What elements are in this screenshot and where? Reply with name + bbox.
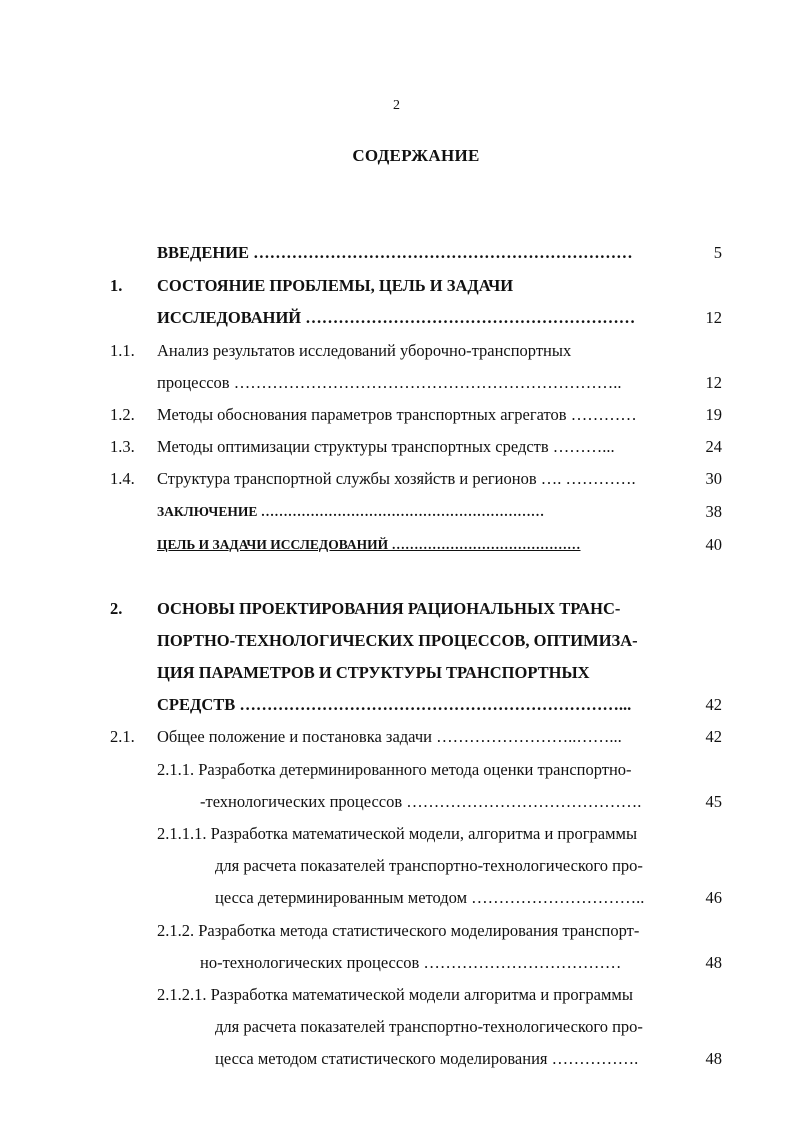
toc-entry-1-3: Методы оптимизации структуры транспортных средств ………... [157, 437, 615, 456]
toc-page: 48 [705, 953, 722, 972]
toc-entry-chapter-1-cont: ИССЛЕДОВАНИЙ …………………………………………………… [157, 308, 636, 327]
toc-entry-1-1: Анализ результатов исследований уборочно-транспортных [157, 341, 572, 360]
toc-entry-chapter-2-cont: ЦИЯ ПАРАМЕТРОВ И СТРУКТУРЫ ТРАНСПОРТНЫХ [157, 663, 590, 682]
toc-number: 1.2. [110, 405, 135, 424]
toc-entry-1-4: Структура транспортной службы хозяйств и регионов …. …………. [157, 469, 636, 488]
toc-entry-chapter-2: ОСНОВЫ ПРОЕКТИРОВАНИЯ РАЦИОНАЛЬНЫХ ТРАНС- [157, 599, 621, 618]
toc-entry-2-1-2: 2.1.2. Разработка метода статистического моделирования транспорт- [157, 921, 640, 940]
toc-entry-2-1-1-1-cont: для расчета показателей транспортно-технологического про- [215, 856, 643, 875]
toc-entry-2-1-2-cont: но-технологических процессов ……………………………… [200, 953, 622, 972]
toc-entry-2-1-1: 2.1.1. Разработка детерминированного метода оценки транспортно- [157, 760, 632, 779]
toc-entry-2-1-1-1-cont: цесса детерминированным методом ………………………….. [215, 888, 645, 907]
toc-entry-1-1-cont: процессов …………………………………………………………….. [157, 373, 622, 392]
toc-page: 5 [713, 243, 722, 262]
toc-page: 12 [705, 373, 722, 392]
toc-page: 45 [705, 792, 722, 811]
toc-page: 42 [705, 695, 722, 714]
toc-page: 19 [705, 405, 722, 424]
toc-page: 30 [705, 469, 722, 488]
toc-number: 1.4. [110, 469, 135, 488]
toc-number: 1.1. [110, 341, 135, 360]
toc-entry-conclusion: ЗАКЛЮЧЕНИЕ ……………………………………………………… [157, 504, 545, 519]
toc-entry-goals: ЦЕЛЬ И ЗАДАЧИ ИССЛЕДОВАНИЙ …………………………………… [157, 537, 581, 552]
toc-entry-introduction: ВВЕДЕНИЕ …………………………………………………………… [157, 243, 633, 262]
page-number: 2 [393, 98, 400, 113]
toc-entry-chapter-1: СОСТОЯНИЕ ПРОБЛЕМЫ, ЦЕЛЬ И ЗАДАЧИ [157, 276, 514, 295]
toc-page: 48 [705, 1049, 722, 1068]
page-title: СОДЕРЖАНИЕ [352, 146, 480, 165]
toc-entry-2-1-1-cont: -технологических процессов ……………………………………. [200, 792, 642, 811]
toc-page: 24 [705, 437, 722, 456]
toc-entry-2-1-2-1-cont: для расчета показателей транспортно-технологического про- [215, 1017, 643, 1036]
toc-entry-chapter-2-cont: ПОРТНО-ТЕХНОЛОГИЧЕСКИХ ПРОЦЕССОВ, ОПТИМИЗА- [157, 631, 638, 650]
toc-page: 46 [705, 888, 722, 907]
toc-number: 1.3. [110, 437, 135, 456]
toc-page: 42 [705, 727, 722, 746]
toc-page: 38 [705, 502, 722, 521]
toc-number: 2. [110, 599, 123, 618]
toc-entry-2-1-1-1: 2.1.1.1. Разработка математической модели, алгоритма и программы [157, 824, 638, 843]
toc-entry-1-2: Методы обоснования параметров транспортных агрегатов ………… [157, 405, 637, 424]
toc-entry-chapter-2-cont: СРЕДСТВ ……………………………………………………………... [157, 695, 632, 714]
toc-number: 2.1. [110, 727, 135, 746]
toc-entry-2-1: Общее положение и постановка задачи ……………………..……... [157, 727, 622, 746]
toc-entry-2-1-2-1-cont: цесса методом статистического моделирования ……………. [215, 1049, 639, 1068]
toc-page: 12 [705, 308, 722, 327]
toc-entry-2-1-2-1: 2.1.2.1. Разработка математической модели алгоритма и программы [157, 985, 633, 1004]
toc-number: 1. [110, 276, 123, 295]
toc-page: 40 [705, 535, 722, 554]
